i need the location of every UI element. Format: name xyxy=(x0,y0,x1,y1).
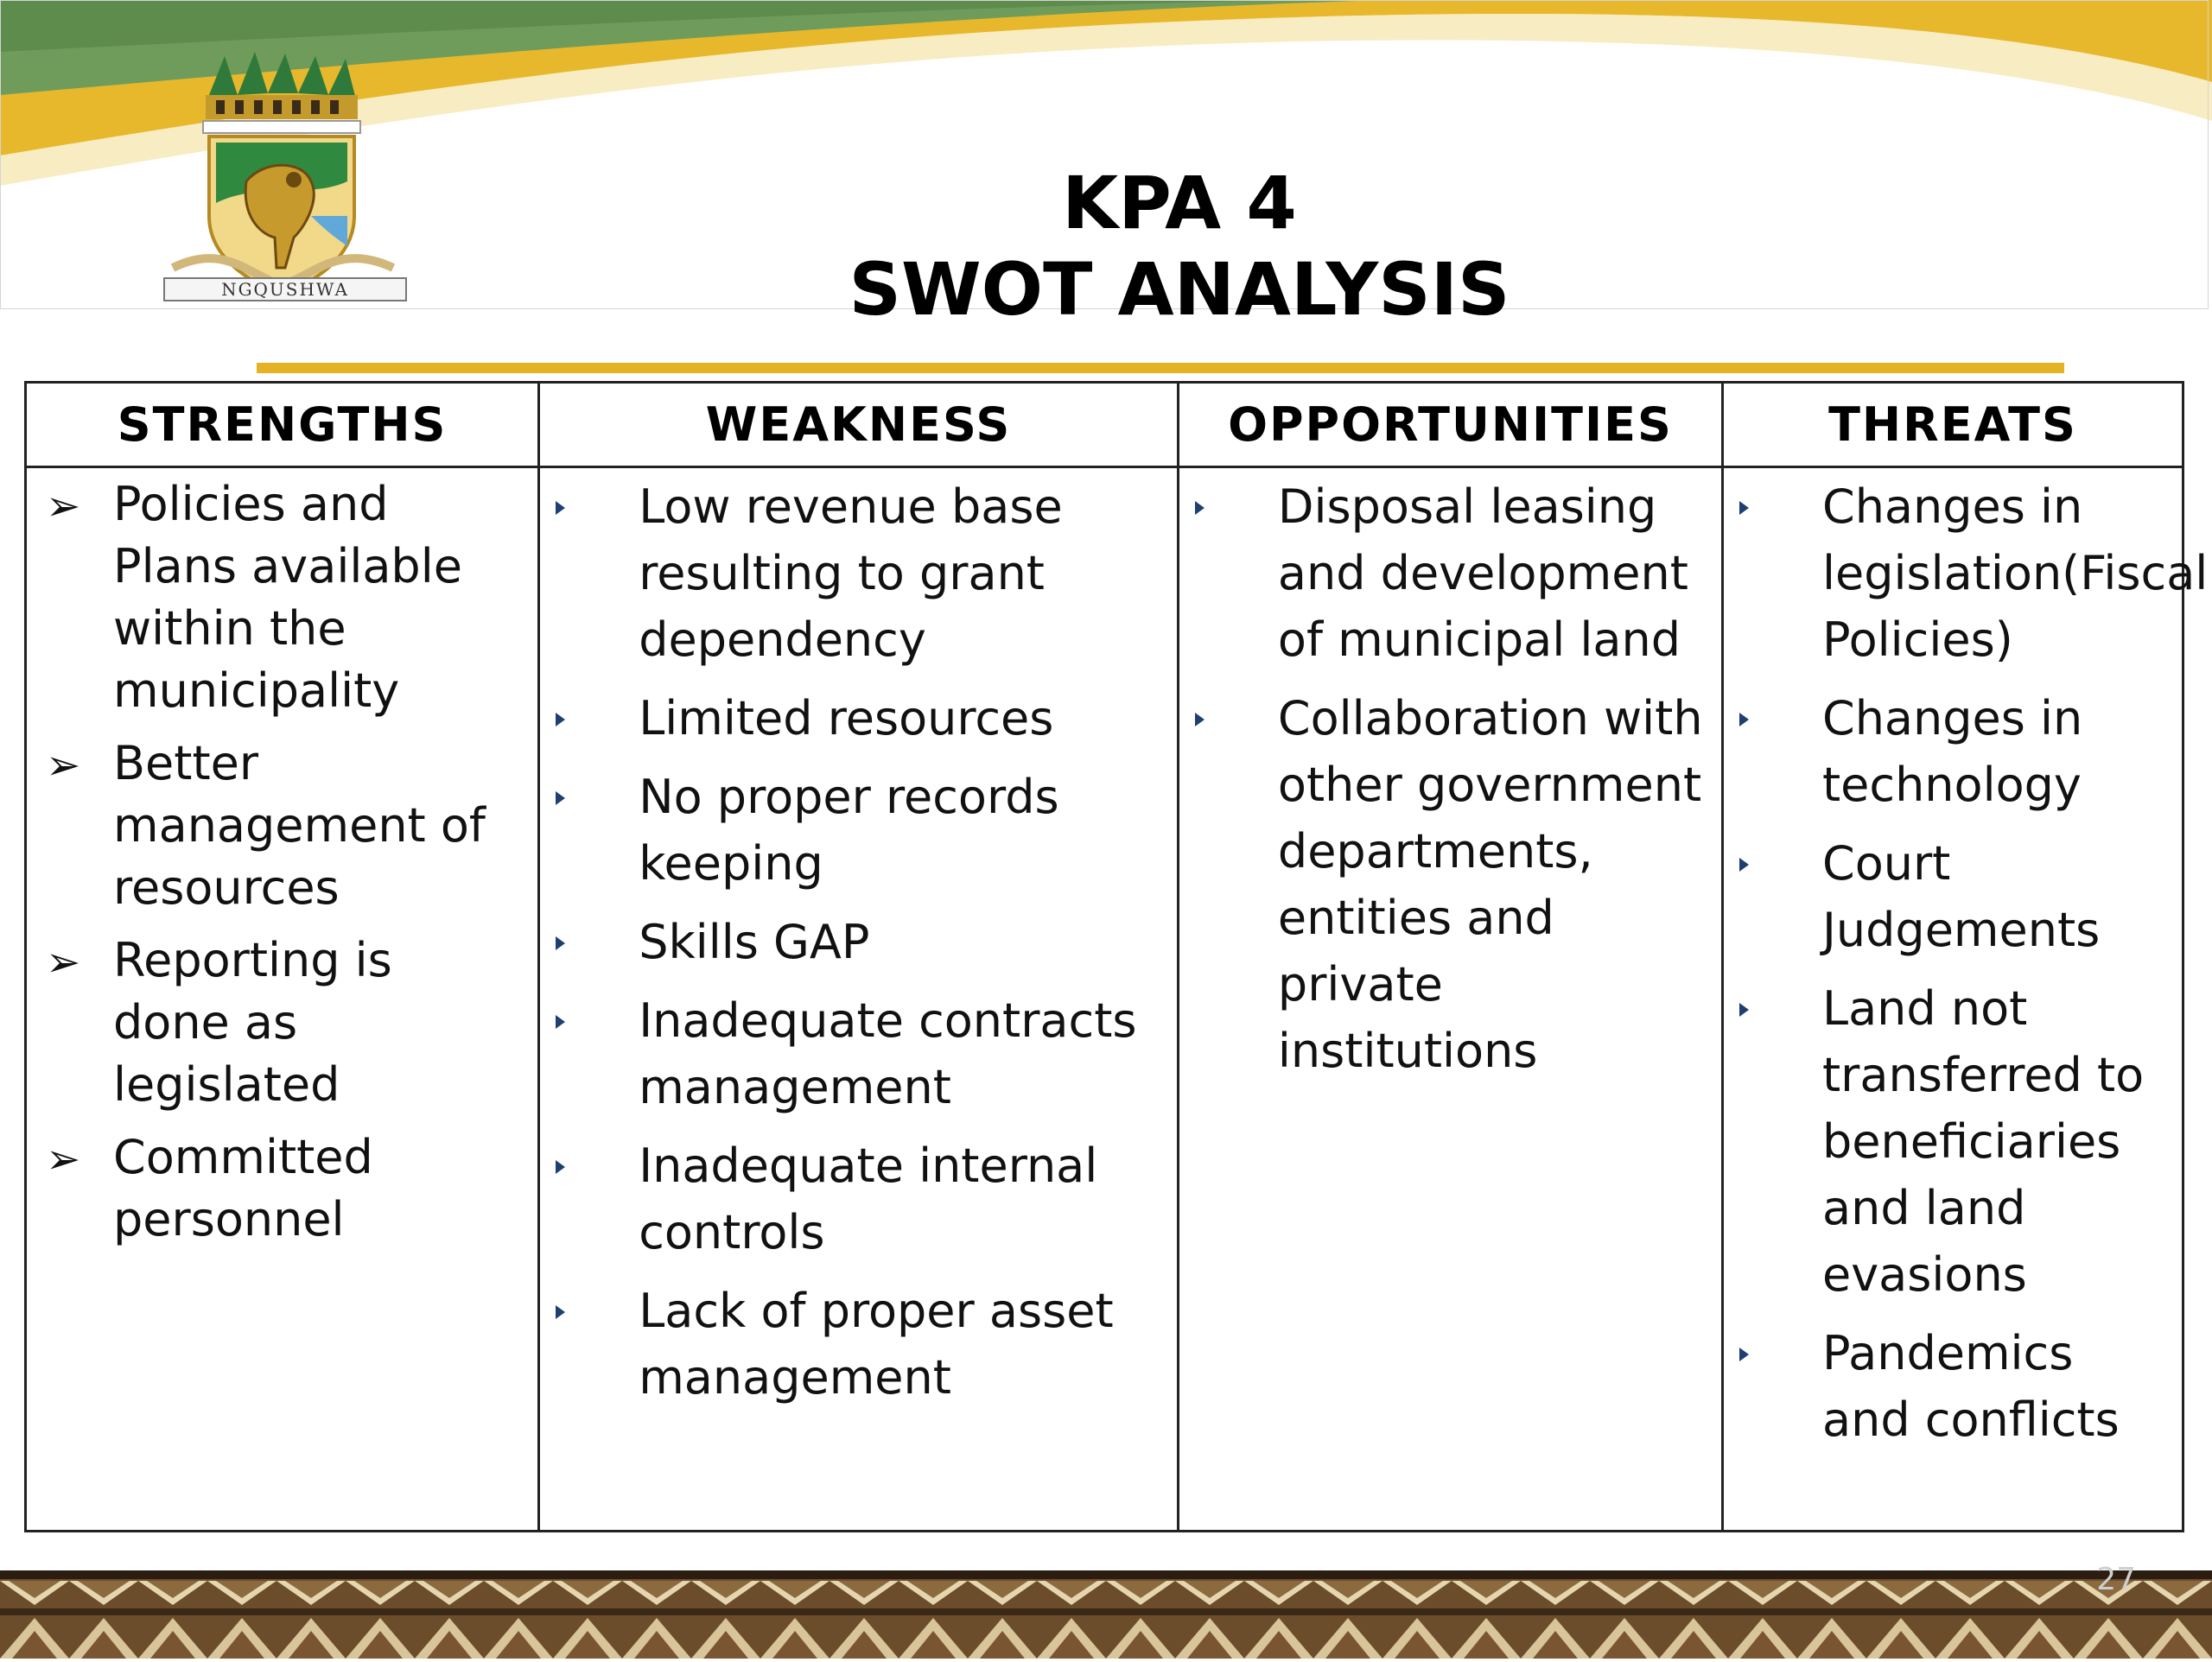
triangle-bullet-icon xyxy=(556,501,565,515)
swot-table xyxy=(24,381,2209,1532)
list-item: No proper records keeping xyxy=(639,764,1166,897)
triangle-bullet-icon xyxy=(1739,1348,1749,1361)
list-item: Skills GAP xyxy=(639,909,1166,975)
triangle-bullet-icon xyxy=(556,713,565,726)
triangle-bullet-icon xyxy=(556,936,565,950)
ngqushwa-crest-icon xyxy=(156,52,449,311)
triangle-bullet-icon xyxy=(556,791,565,805)
arrowhead-bullet-icon: ➢ xyxy=(46,482,81,530)
list-item: Lack of proper asset management xyxy=(639,1278,1166,1411)
opportunities-heading: OPPORTUNITIES xyxy=(1179,384,1721,468)
list-item: ➢ Policies and Plans available within the municipality xyxy=(46,477,462,718)
strengths-heading: STRENGTHS xyxy=(27,384,537,468)
list-item: Collaboration with other government departments, entities and private institutions xyxy=(1278,685,1711,1084)
strengths-column xyxy=(27,384,540,1530)
slide-title xyxy=(691,160,1668,333)
threats-column xyxy=(1724,384,2209,1530)
strengths-list xyxy=(27,468,537,1251)
list-item: Limited resources xyxy=(639,685,1166,752)
opportunities-list xyxy=(1179,468,1721,1084)
triangle-bullet-icon xyxy=(556,1305,565,1319)
arrowhead-bullet-icon: ➢ xyxy=(46,938,81,986)
beaded-pattern-icon xyxy=(0,1570,2212,1659)
list-item: Low revenue base resulting to grant dependency xyxy=(639,473,1166,673)
triangle-bullet-icon xyxy=(1739,713,1749,726)
list-item: Land not transferred to beneficiaries and land evasions xyxy=(1822,975,2175,1308)
triangle-bullet-icon xyxy=(1739,858,1749,872)
list-item: Inadequate internal controls xyxy=(639,1132,1166,1266)
triangle-bullet-icon xyxy=(1739,501,1749,515)
list-item: Changes in legislation(Fiscal Policies) xyxy=(1822,473,2175,673)
title-line-1: KPA 4 xyxy=(1062,161,1297,245)
arrowhead-bullet-icon: ➢ xyxy=(46,1135,81,1183)
threats-heading: THREATS xyxy=(1724,384,2182,468)
triangle-bullet-icon xyxy=(556,1015,565,1029)
weakness-column xyxy=(540,384,1179,1530)
triangle-bullet-icon xyxy=(1195,501,1205,515)
title-line-2: SWOT ANALYSIS xyxy=(849,247,1510,332)
list-item: ➢ Better management of resources xyxy=(46,736,486,915)
triangle-bullet-icon xyxy=(1739,1003,1749,1017)
list-item: Court Judgements xyxy=(1822,830,2175,963)
gold-divider xyxy=(257,363,2064,373)
opportunities-column xyxy=(1179,384,1724,1530)
arrowhead-bullet-icon: ➢ xyxy=(46,741,81,790)
triangle-bullet-icon xyxy=(1195,713,1205,726)
threats-list xyxy=(1724,468,2209,1453)
list-item: Changes in technology xyxy=(1822,685,2175,818)
list-item: Disposal leasing and development of municipal land xyxy=(1278,473,1711,673)
weakness-heading: WEAKNESS xyxy=(540,384,1177,468)
svg-text:NGQUSHWA: NGQUSHWA xyxy=(221,279,349,300)
list-item: Pandemics and conflicts xyxy=(1822,1320,2175,1453)
list-item: ➢ Committed personnel xyxy=(46,1130,373,1246)
triangle-bullet-icon xyxy=(556,1160,565,1174)
slide-number: 27 xyxy=(2096,1562,2136,1597)
list-item: Inadequate contracts management xyxy=(639,987,1166,1120)
list-item: ➢ Reporting is done as legislated xyxy=(46,933,392,1112)
weakness-list xyxy=(540,468,1177,1411)
